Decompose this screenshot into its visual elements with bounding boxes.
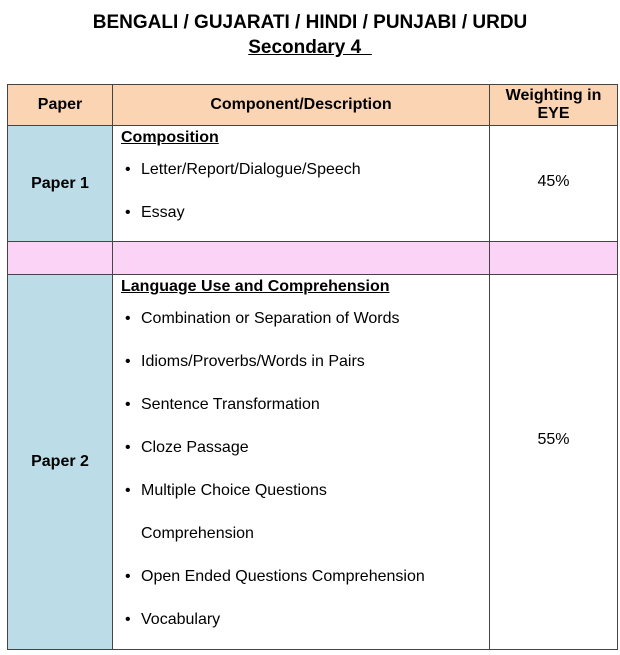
list-item: • Multiple Choice Questions [121,469,489,512]
bullet-icon: • [125,161,131,178]
bullet-icon: • [125,482,131,499]
list-item-continuation: Comprehension [141,525,254,542]
bullet-icon: • [125,396,131,413]
paper-2-weighting: 55% [490,275,618,650]
table-row [8,126,618,242]
document-title: BENGALI / GUJARATI / HINDI / PUNJABI / URDU [92,12,528,33]
paper-1-description [113,126,490,242]
bullet-icon: • [125,439,131,456]
section-title: Language Use and Comprehension [121,278,390,295]
table-header-row [8,85,618,126]
bullet-icon: • [125,204,131,221]
table-row [8,275,618,650]
paper-2-description [113,275,490,650]
paper-2-cell: Paper 2 [8,275,113,650]
column-header-paper: Paper [8,85,113,126]
list-item: • Open Ended Questions Comprehension [121,555,489,598]
list-item: • Cloze Passage [121,426,489,469]
bullet-icon: • [125,568,131,585]
list-item: • Sentence Transformation [121,383,489,426]
list-item: • Vocabulary [121,598,489,641]
section-title: Composition [121,129,219,146]
component-list [113,148,489,234]
spacer-row [8,242,618,275]
list-item: • Idioms/Proverbs/Words in Pairs [121,340,489,383]
component-list [113,297,489,641]
assessment-table [7,84,618,650]
paper-1-weighting: 45% [490,126,618,242]
bullet-icon: • [125,611,131,628]
column-header-weighting: Weighting in EYE [490,85,618,126]
paper-1-cell: Paper 1 [8,126,113,242]
bullet-icon: • [125,353,131,370]
column-header-component: Component/Description [113,85,490,126]
list-item: • Letter/Report/Dialogue/Speech [121,148,489,191]
document-subtitle: Secondary 4 [248,37,372,58]
list-item: • Combination or Separation of Words [121,297,489,340]
list-item: • Essay [121,191,489,234]
bullet-icon: • [125,310,131,327]
